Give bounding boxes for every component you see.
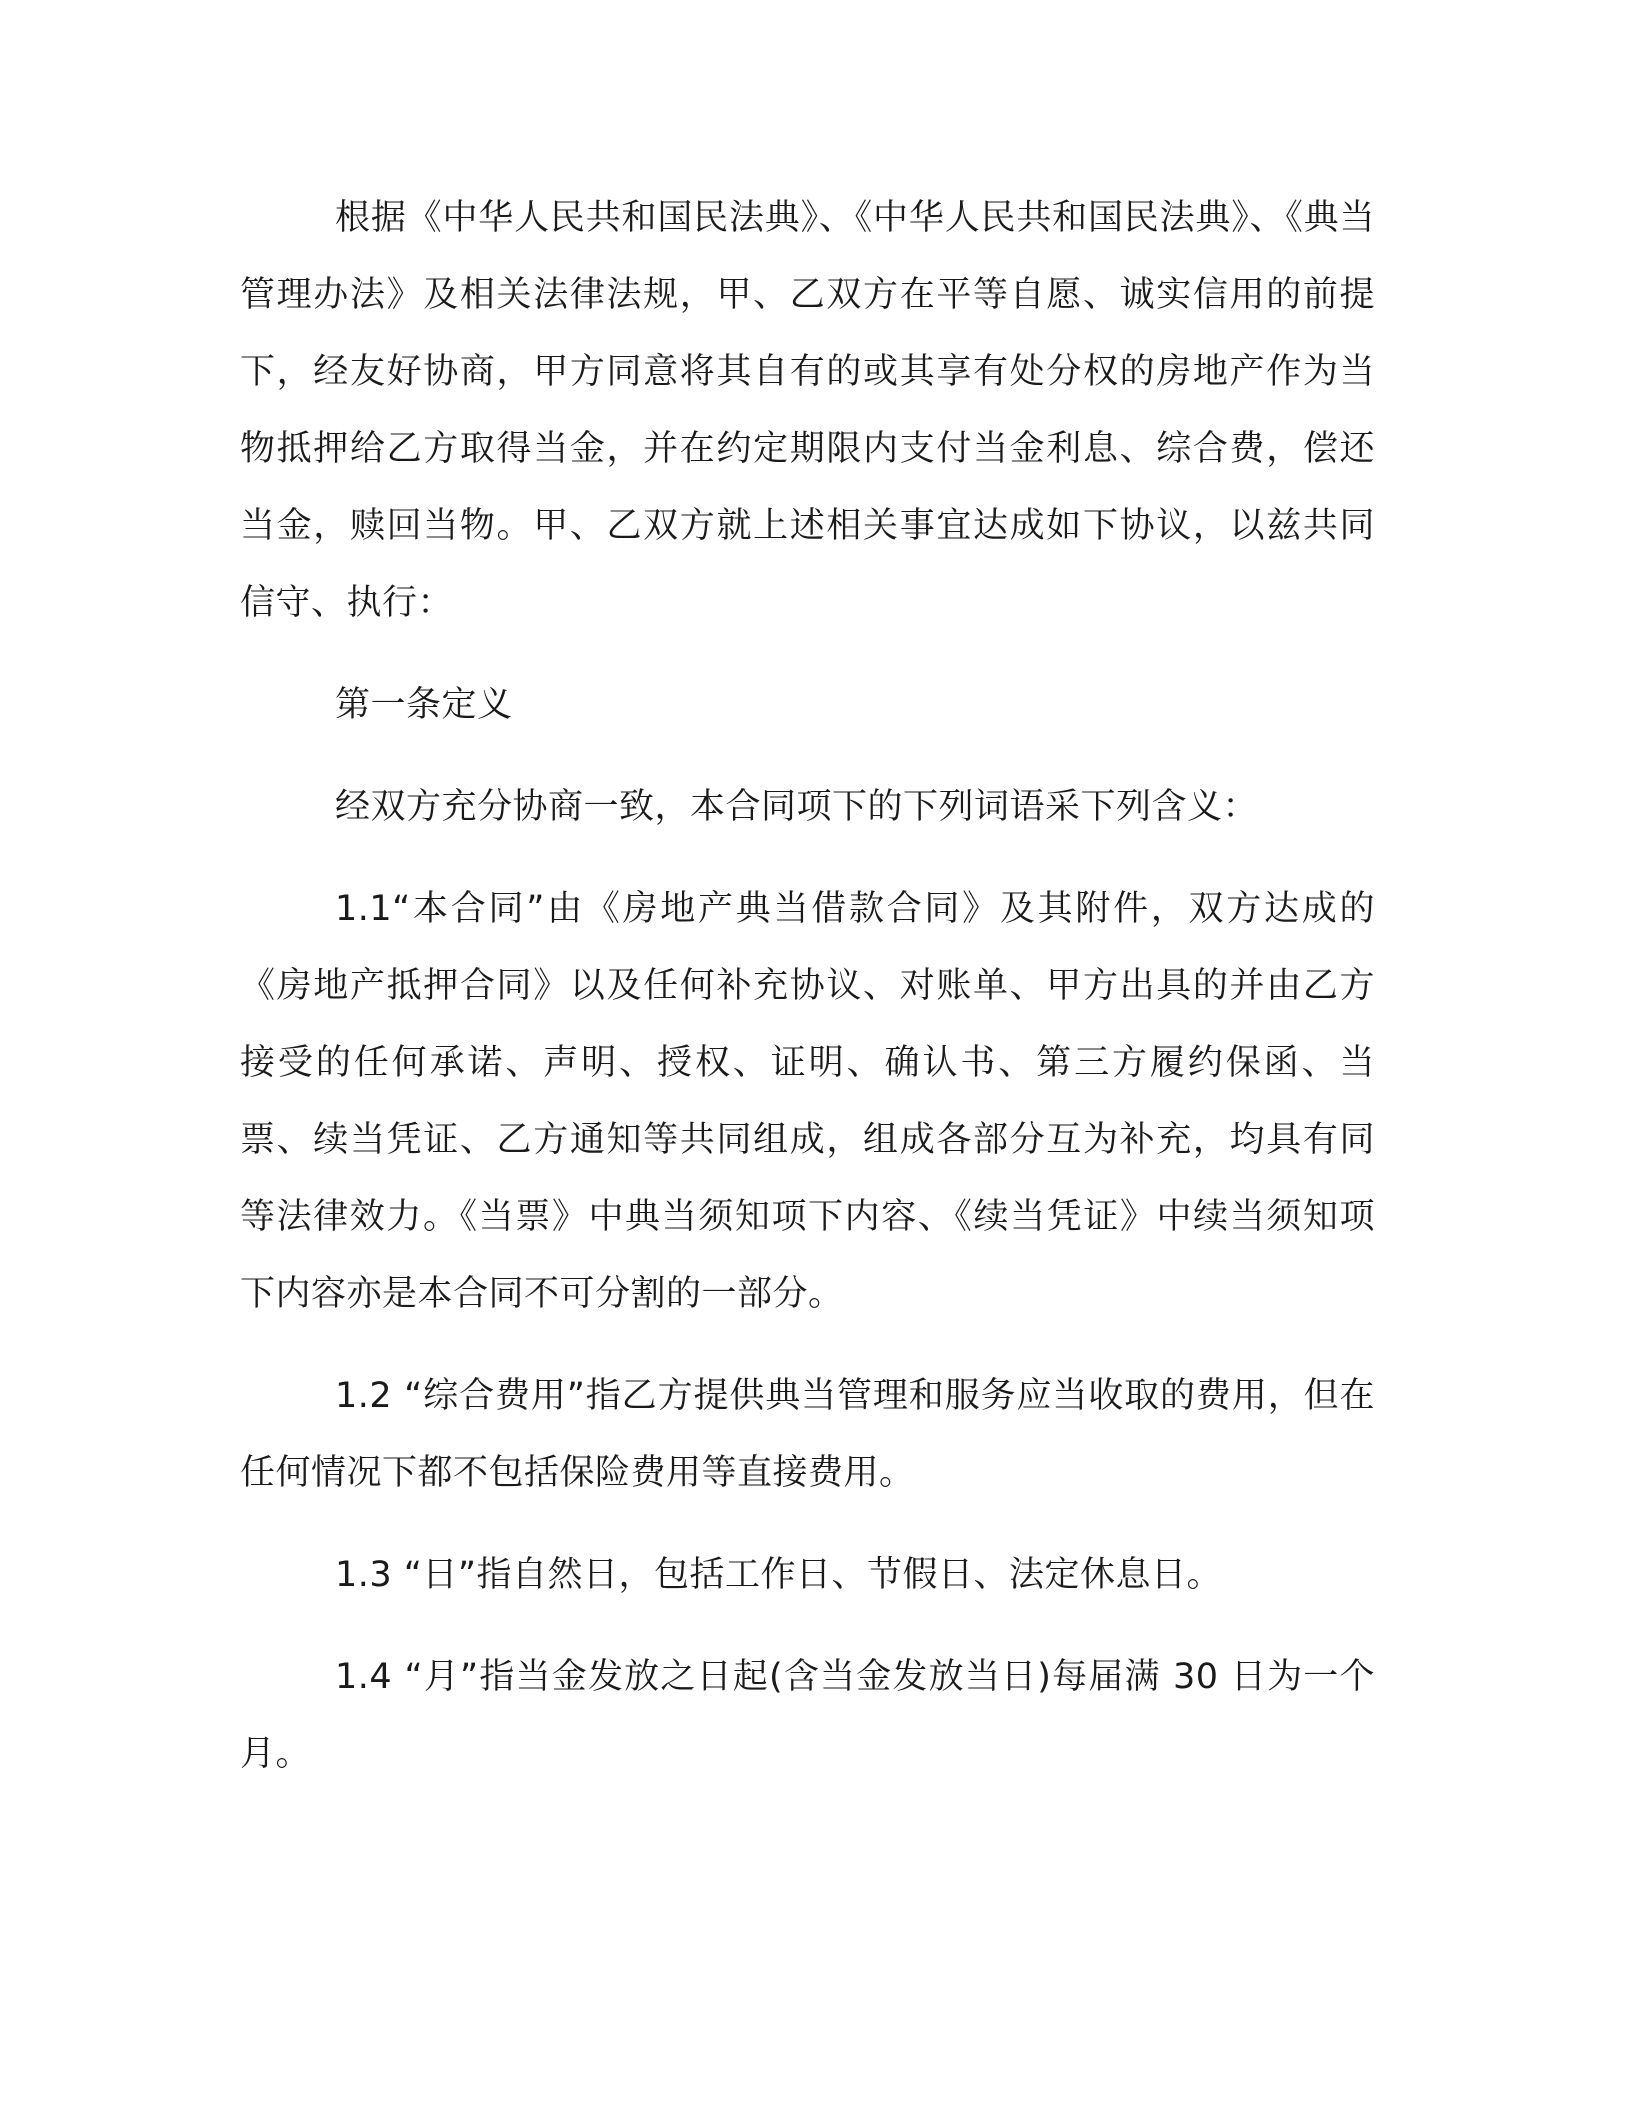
clause-1-4: 1.4 “月”指当金发放之日起(含当金发放当日)每届满 30 日为一个月。 bbox=[240, 1657, 1375, 1774]
intro-paragraph: 根据《中华人民共和国民法典》、《中华人民共和国民法典》、《典当管理办法》及相关法律法规，甲、乙双方在平等自愿、诚实信用的前提下，经友好协商，甲方同意将其自有的或其享有处分权的房地产作为当物抵押给乙方取得当金，并在约定期限内支付当金利息、综合费，偿还当金，赎回当物。甲、乙双方就上述相关事宜达成如下协议，以兹共同信守、执行： bbox=[240, 198, 1375, 623]
document-body bbox=[240, 180, 1375, 1793]
article-1-title: 第一条定义 bbox=[335, 685, 513, 725]
article-1-lead: 经双方充分协商一致，本合同项下的下列词语采下列含义： bbox=[335, 787, 1259, 827]
clause-1-3: 1.3 “日”指自然日，包括工作日、节假日、法定休息日。 bbox=[335, 1555, 1223, 1595]
clause-1-2: 1.2 “综合费用”指乙方提供典当管理和服务应当收取的费用，但在任何情况下都不包括保险费用等直接费用。 bbox=[240, 1376, 1375, 1493]
clause-1-1: 1.1“本合同”由《房地产典当借款合同》及其附件，双方达成的《房地产抵押合同》以及任何补充协议、对账单、甲方出具的并由乙方接受的任何承诺、声明、授权、证明、确认书、第三方履约保函、当票、续当凭证、乙方通知等共同组成，组成各部分互为补充，均具有同等法律效力。《当票》中典当须知项下内容、《续当凭证》中续当须知项下内容亦是本合同不可分割的一部分。 bbox=[240, 889, 1375, 1314]
